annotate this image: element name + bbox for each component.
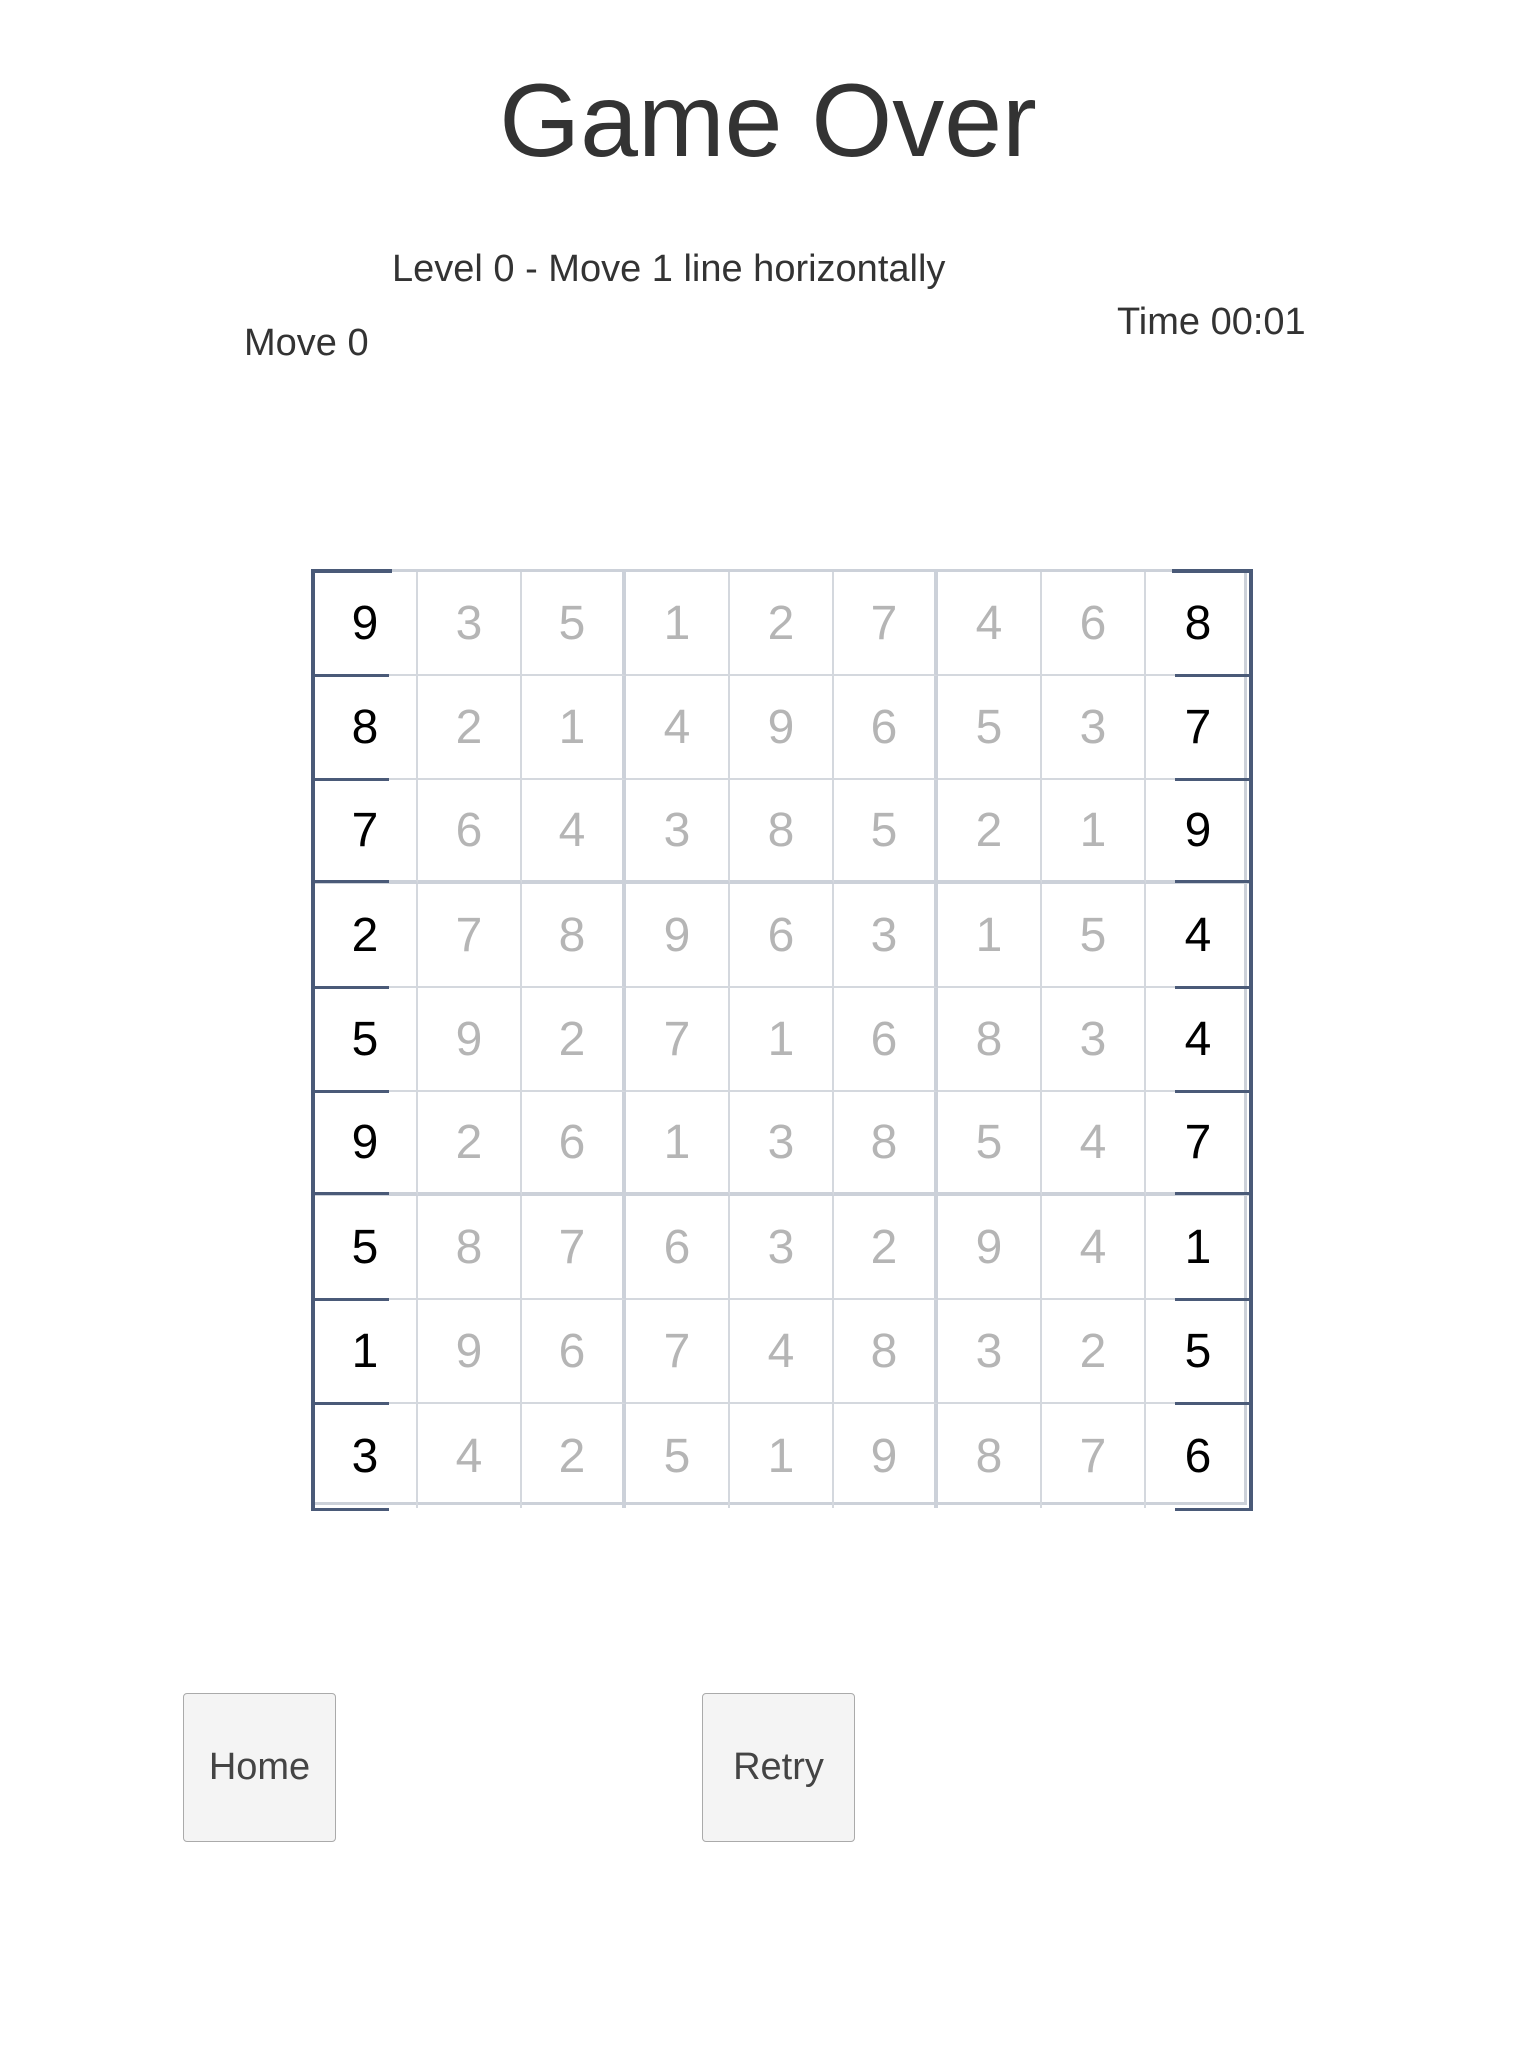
grid-cell[interactable] <box>938 884 1042 988</box>
cell-value: 3 <box>870 908 898 962</box>
fixed-cell[interactable] <box>1146 988 1250 1092</box>
cell-value: 7 <box>663 1012 691 1066</box>
cell-value: 7 <box>1079 1429 1107 1483</box>
cell-value: 3 <box>351 1429 379 1483</box>
cell-value: 4 <box>558 803 586 857</box>
grid-cell[interactable] <box>418 1404 522 1508</box>
cell-value: 1 <box>663 1115 691 1169</box>
cell-value: 7 <box>455 908 483 962</box>
fixed-cell[interactable] <box>1146 1092 1250 1196</box>
grid-cell[interactable] <box>730 676 834 780</box>
cell-value: 4 <box>767 1324 795 1378</box>
grid-cell[interactable] <box>730 988 834 1092</box>
cell-value: 5 <box>351 1012 379 1066</box>
cell-value: 8 <box>767 803 795 857</box>
fixed-cell[interactable] <box>1146 884 1250 988</box>
cell-value: 9 <box>1184 803 1212 857</box>
grid-cell[interactable] <box>834 780 938 884</box>
cell-value: 9 <box>455 1012 483 1066</box>
grid-cell[interactable] <box>730 1300 834 1404</box>
grid-cell[interactable] <box>834 1404 938 1508</box>
cell-value: 9 <box>975 1220 1003 1274</box>
cell-value: 2 <box>558 1012 586 1066</box>
cell-value: 9 <box>351 596 379 650</box>
grid-cell[interactable] <box>1042 884 1146 988</box>
grid-cell[interactable] <box>834 884 938 988</box>
cell-value: 3 <box>767 1220 795 1274</box>
cell-value: 7 <box>558 1220 586 1274</box>
cell-value: 2 <box>455 700 483 754</box>
cell-value: 1 <box>558 700 586 754</box>
fixed-cell[interactable] <box>1146 1404 1250 1508</box>
cell-value: 9 <box>663 908 691 962</box>
grid-cell[interactable] <box>730 780 834 884</box>
fixed-column-top-border <box>314 569 392 573</box>
cell-value: 3 <box>455 596 483 650</box>
cell-value: 4 <box>663 700 691 754</box>
grid-cell[interactable] <box>730 1092 834 1196</box>
grid-cell[interactable] <box>938 1404 1042 1508</box>
cell-value: 4 <box>1079 1115 1107 1169</box>
grid-cell[interactable] <box>938 780 1042 884</box>
cell-value: 5 <box>351 1220 379 1274</box>
grid-cell[interactable] <box>522 884 626 988</box>
cell-value: 8 <box>455 1220 483 1274</box>
level-description: Level 0 - Move 1 line horizontally <box>392 248 946 290</box>
cell-value: 7 <box>1184 1115 1212 1169</box>
cell-value: 6 <box>558 1115 586 1169</box>
cell-value: 1 <box>975 908 1003 962</box>
cell-value: 2 <box>558 1429 586 1483</box>
grid-cell[interactable] <box>626 1404 730 1508</box>
cell-value: 6 <box>558 1324 586 1378</box>
grid-cell[interactable] <box>418 884 522 988</box>
grid-cell[interactable] <box>626 1300 730 1404</box>
cell-value: 2 <box>870 1220 898 1274</box>
cell-value: 8 <box>558 908 586 962</box>
grid-cell[interactable] <box>1042 1300 1146 1404</box>
grid-cell[interactable] <box>418 1300 522 1404</box>
grid-cell[interactable] <box>418 988 522 1092</box>
grid-cell[interactable] <box>522 572 626 676</box>
grid-cell[interactable] <box>834 676 938 780</box>
grid-cell[interactable] <box>730 1196 834 1300</box>
cell-value: 1 <box>351 1324 379 1378</box>
grid-cell[interactable] <box>626 884 730 988</box>
cell-value: 9 <box>351 1115 379 1169</box>
grid-cell[interactable] <box>938 572 1042 676</box>
cell-value: 5 <box>1079 908 1107 962</box>
cell-value: 3 <box>1079 700 1107 754</box>
grid-cell[interactable] <box>1042 676 1146 780</box>
fixed-cell[interactable] <box>314 1092 418 1196</box>
fixed-cell[interactable] <box>1146 676 1250 780</box>
fixed-cell[interactable] <box>314 572 418 676</box>
cell-value: 2 <box>351 908 379 962</box>
cell-value: 1 <box>1184 1220 1212 1274</box>
grid-cell[interactable] <box>1042 988 1146 1092</box>
grid-cell[interactable] <box>1042 1404 1146 1508</box>
grid-cell[interactable] <box>834 988 938 1092</box>
cell-value: 4 <box>1184 1012 1212 1066</box>
cell-value: 7 <box>663 1324 691 1378</box>
cell-value: 5 <box>870 803 898 857</box>
sudoku-grid <box>311 569 1247 1505</box>
grid-cell[interactable] <box>730 572 834 676</box>
grid-cell[interactable] <box>522 1092 626 1196</box>
game-over-title: Game Over <box>499 63 1037 179</box>
cell-value: 2 <box>767 596 795 650</box>
retry-button[interactable]: Retry <box>702 1693 855 1842</box>
grid-cell[interactable] <box>1042 1092 1146 1196</box>
grid-cell[interactable] <box>938 1196 1042 1300</box>
timer: Time 00:01 <box>1117 301 1306 343</box>
cell-value: 8 <box>351 700 379 754</box>
grid-cell[interactable] <box>626 676 730 780</box>
cell-value: 3 <box>767 1115 795 1169</box>
cell-value: 1 <box>1079 803 1107 857</box>
cell-value: 4 <box>1079 1220 1107 1274</box>
cell-value: 6 <box>1079 596 1107 650</box>
grid-cell[interactable] <box>730 1404 834 1508</box>
fixed-cell[interactable] <box>1146 572 1250 676</box>
fixed-cell[interactable] <box>314 676 418 780</box>
cell-value: 3 <box>663 803 691 857</box>
grid-cell[interactable] <box>418 572 522 676</box>
grid-cell[interactable] <box>834 1300 938 1404</box>
grid-cell[interactable] <box>418 676 522 780</box>
cell-value: 1 <box>767 1429 795 1483</box>
grid-cell[interactable] <box>522 1196 626 1300</box>
fixed-cell[interactable] <box>314 988 418 1092</box>
grid-cell[interactable] <box>626 988 730 1092</box>
grid-cell[interactable] <box>522 780 626 884</box>
cell-value: 2 <box>975 803 1003 857</box>
grid-cell[interactable] <box>522 988 626 1092</box>
cell-value: 6 <box>1184 1429 1212 1483</box>
grid-cell[interactable] <box>938 1092 1042 1196</box>
cell-value: 5 <box>663 1429 691 1483</box>
cell-value: 5 <box>975 700 1003 754</box>
cell-value: 3 <box>1079 1012 1107 1066</box>
cell-value: 7 <box>1184 700 1212 754</box>
cell-value: 2 <box>455 1115 483 1169</box>
cell-value: 1 <box>663 596 691 650</box>
grid-cell[interactable] <box>626 572 730 676</box>
fixed-column-top-border <box>1172 569 1250 573</box>
fixed-cell[interactable] <box>1146 1300 1250 1404</box>
cell-value: 8 <box>1184 596 1212 650</box>
grid-cell[interactable] <box>418 1092 522 1196</box>
cell-value: 1 <box>767 1012 795 1066</box>
fixed-cell[interactable] <box>314 1404 418 1508</box>
grid-cell[interactable] <box>834 1196 938 1300</box>
cell-value: 8 <box>975 1429 1003 1483</box>
grid-cell[interactable] <box>730 884 834 988</box>
cell-value: 8 <box>870 1115 898 1169</box>
cell-value: 9 <box>455 1324 483 1378</box>
grid-cell[interactable] <box>626 1196 730 1300</box>
cell-value: 4 <box>1184 908 1212 962</box>
fixed-cell[interactable] <box>1146 780 1250 884</box>
grid-cell[interactable] <box>626 780 730 884</box>
cell-value: 6 <box>870 700 898 754</box>
fixed-cell[interactable] <box>314 780 418 884</box>
grid-cell[interactable] <box>938 1300 1042 1404</box>
move-counter: Move 0 <box>244 322 369 364</box>
cell-value: 6 <box>870 1012 898 1066</box>
fixed-cell[interactable] <box>314 1300 418 1404</box>
cell-value: 4 <box>975 596 1003 650</box>
cell-value: 5 <box>1184 1324 1212 1378</box>
cell-value: 6 <box>767 908 795 962</box>
grid-cell[interactable] <box>418 1196 522 1300</box>
fixed-cell[interactable] <box>314 884 418 988</box>
grid-cell[interactable] <box>626 1092 730 1196</box>
grid-cell[interactable] <box>522 1300 626 1404</box>
cell-value: 4 <box>455 1429 483 1483</box>
fixed-cell[interactable] <box>314 1196 418 1300</box>
grid-cell[interactable] <box>834 1092 938 1196</box>
cell-value: 8 <box>870 1324 898 1378</box>
grid-cell[interactable] <box>522 1404 626 1508</box>
grid-cell[interactable] <box>834 572 938 676</box>
cell-value: 9 <box>870 1429 898 1483</box>
cell-value: 7 <box>870 596 898 650</box>
cell-value: 5 <box>558 596 586 650</box>
cell-value: 6 <box>455 803 483 857</box>
grid-cell[interactable] <box>1042 1196 1146 1300</box>
grid-cell[interactable] <box>418 780 522 884</box>
cell-value: 7 <box>351 803 379 857</box>
cell-value: 6 <box>663 1220 691 1274</box>
home-button[interactable]: Home <box>183 1693 336 1842</box>
cell-value: 5 <box>975 1115 1003 1169</box>
cell-value: 3 <box>975 1324 1003 1378</box>
grid-cell[interactable] <box>1042 780 1146 884</box>
cell-value: 9 <box>767 700 795 754</box>
grid-cell[interactable] <box>1042 572 1146 676</box>
grid-cell[interactable] <box>522 676 626 780</box>
cell-value: 2 <box>1079 1324 1107 1378</box>
grid-cell[interactable] <box>938 988 1042 1092</box>
cell-value: 8 <box>975 1012 1003 1066</box>
fixed-cell[interactable] <box>1146 1196 1250 1300</box>
grid-cell[interactable] <box>938 676 1042 780</box>
